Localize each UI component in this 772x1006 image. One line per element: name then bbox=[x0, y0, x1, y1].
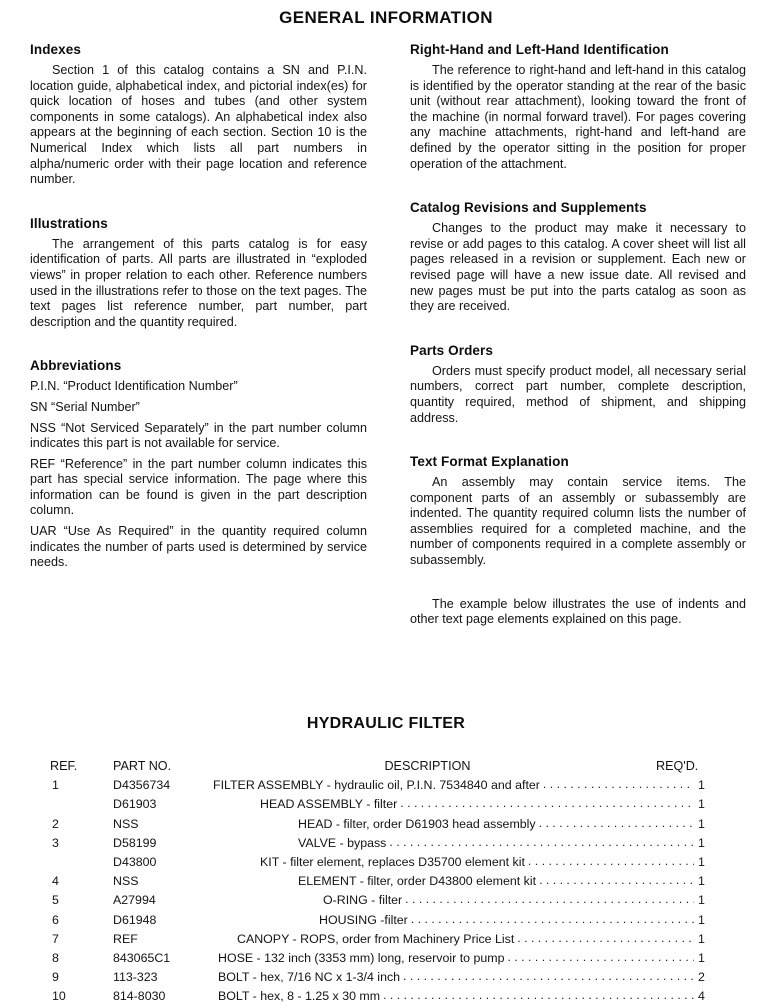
table-row[interactable] bbox=[0, 872, 772, 891]
cell-part-no: D61948 bbox=[113, 912, 157, 927]
cell-description-text: KIT - filter element, replaces D35700 element kit bbox=[260, 854, 525, 869]
cell-description-text: HOSE - 132 inch (3353 mm) long, reservoir to pump bbox=[218, 950, 505, 965]
dot-leader bbox=[543, 776, 694, 794]
cell-qty: 1 bbox=[698, 816, 705, 831]
section-heading-abbreviations: Abbreviations bbox=[30, 358, 122, 374]
cell-ref: 4 bbox=[52, 874, 59, 889]
column-header-ref: REF. bbox=[50, 759, 78, 773]
abbreviation-item-uar: UAR “Use As Required” in the quantity required column indicates the number of parts used is determined by service needs. bbox=[30, 524, 367, 570]
cell-part-no: A27994 bbox=[113, 893, 156, 908]
cell-description bbox=[213, 853, 694, 872]
cell-description bbox=[213, 949, 694, 968]
abbreviation-item-sn: SN “Serial Number” bbox=[30, 399, 140, 414]
section-paragraph-parts-orders: Orders must specify product model, all necessary serial numbers, correct part number, complete description, quantity required, method of shipment, and shipping address. bbox=[410, 363, 746, 425]
cell-description bbox=[213, 987, 694, 1006]
left-column bbox=[30, 42, 367, 576]
cell-description-text: O-RING - filter bbox=[323, 893, 403, 908]
cell-ref: 5 bbox=[52, 893, 59, 908]
cell-part-no: D4356734 bbox=[113, 778, 171, 793]
section-paragraph-catalog-revisions: Changes to the product may make it necessary to revise or add pages to this catalog. A cover sheet will list all pages released in a revision or supplement. Each new or revised page will have a new issue date. All revised and new pages must be put into the parts catalog as soon as they are received. bbox=[410, 221, 746, 314]
cell-qty: 2 bbox=[698, 970, 705, 985]
section-spacer bbox=[410, 186, 746, 200]
column-header-description: DESCRIPTION bbox=[384, 759, 471, 773]
cell-qty: 1 bbox=[698, 893, 705, 908]
cell-ref: 10 bbox=[52, 989, 66, 1004]
cell-part-no: REF bbox=[113, 931, 138, 946]
table-row[interactable] bbox=[0, 891, 772, 910]
cell-part-no: D58199 bbox=[113, 835, 157, 850]
cell-qty: 1 bbox=[698, 778, 705, 793]
section-paragraph-indexes: Section 1 of this catalog contains a SN and P.I.N. location guide, alphabetical index, and pictorial index(es) for quick location of hoses and tubes (and other system components in some catalogs). An alphabetical index also appears at the beginning of each section. Section 10 is the Numerical Index which lists all part numbers in alpha/numeric order with their page location and reference number. bbox=[30, 63, 367, 187]
section-spacer bbox=[30, 202, 367, 216]
dot-leader bbox=[539, 815, 694, 833]
dot-leader bbox=[383, 987, 694, 1005]
cell-ref: 7 bbox=[52, 931, 59, 946]
cell-description bbox=[213, 891, 694, 910]
cell-qty: 1 bbox=[698, 797, 705, 812]
table-row[interactable] bbox=[0, 853, 772, 872]
column-header-part-no: PART NO. bbox=[113, 759, 172, 773]
dot-leader bbox=[389, 834, 694, 852]
section-heading-illustrations: Illustrations bbox=[30, 215, 108, 231]
cell-qty: 1 bbox=[698, 835, 705, 850]
cell-description bbox=[213, 815, 694, 834]
section-heading-parts-orders: Parts Orders bbox=[410, 342, 493, 358]
page-title: GENERAL INFORMATION bbox=[279, 8, 493, 27]
column-header-required: REQ'D. bbox=[656, 759, 699, 773]
table-row[interactable] bbox=[0, 968, 772, 987]
section-heading-catalog-revisions: Catalog Revisions and Supplements bbox=[410, 200, 647, 216]
cell-description bbox=[213, 795, 694, 814]
cell-part-no: 814-8030 bbox=[113, 989, 166, 1004]
table-row[interactable] bbox=[0, 776, 772, 795]
cell-description bbox=[213, 968, 694, 987]
cell-description bbox=[213, 776, 694, 795]
right-column bbox=[410, 42, 746, 642]
section-heading-indexes: Indexes bbox=[30, 42, 81, 57]
table-row[interactable] bbox=[0, 911, 772, 930]
dot-leader bbox=[400, 795, 694, 813]
cell-part-no: NSS bbox=[113, 816, 139, 831]
cell-description-text: VALVE - bypass bbox=[298, 835, 387, 850]
section-spacer bbox=[410, 440, 746, 454]
paragraph-spacer bbox=[410, 583, 746, 597]
parts-table-title: HYDRAULIC FILTER bbox=[306, 715, 466, 732]
cell-qty: 1 bbox=[698, 912, 705, 927]
table-row[interactable] bbox=[0, 949, 772, 968]
abbreviation-list bbox=[30, 379, 367, 571]
cell-description-text: HOUSING -filter bbox=[319, 912, 408, 927]
parts-table-header-row bbox=[0, 757, 772, 776]
section-heading-text-format-explanation: Text Format Explanation bbox=[410, 454, 569, 470]
dot-leader bbox=[403, 968, 694, 986]
cell-qty: 1 bbox=[698, 950, 705, 965]
section-paragraph-rh-lh-identification: The reference to right-hand and left-hand in this catalog is identified by the operator standing at the rear of the basic unit (without rear attachment), looking toward the front of the machine (in normal forward travel). For pages covering any machine attachments, right-hand and left-hand are defined by the operator sitting in the position for proper operation of the attachment. bbox=[410, 63, 746, 171]
dot-leader bbox=[507, 949, 694, 967]
table-row[interactable] bbox=[0, 815, 772, 834]
cell-description bbox=[213, 872, 694, 891]
dot-leader bbox=[528, 853, 694, 871]
cell-qty: 1 bbox=[698, 931, 705, 946]
cell-part-no: 113-323 bbox=[113, 970, 158, 985]
cell-part-no: 843065C1 bbox=[113, 950, 171, 965]
table-row[interactable] bbox=[0, 930, 772, 949]
dot-leader bbox=[405, 891, 694, 909]
cell-qty: 4 bbox=[698, 989, 705, 1004]
section-spacer bbox=[30, 344, 367, 358]
cell-ref: 1 bbox=[52, 778, 59, 793]
section-paragraph-text-format-1: An assembly may contain service items. The component parts of an assembly or subassembly are indented. The quantity required column lists the number of assemblies required for a completed machine, and the number of components required in a complete assembly or subassembly. bbox=[410, 475, 746, 568]
cell-ref: 2 bbox=[52, 816, 59, 831]
table-row[interactable] bbox=[0, 834, 772, 853]
cell-part-no: D43800 bbox=[113, 854, 157, 869]
cell-ref: 3 bbox=[52, 835, 59, 850]
abbreviation-item-ref: REF “Reference” in the part number column indicates this part has special service information. The page where this information can be found is given in the part description column. bbox=[30, 456, 367, 518]
cell-ref: 9 bbox=[52, 970, 59, 985]
cell-description-text: BOLT - hex, 7/16 NC x 1-3/4 inch bbox=[218, 970, 401, 985]
cell-description bbox=[213, 930, 694, 949]
cell-description-text: HEAD - filter, order D61903 head assembly bbox=[298, 816, 536, 831]
dot-leader bbox=[517, 930, 694, 948]
section-spacer bbox=[410, 329, 746, 343]
cell-description bbox=[213, 834, 694, 853]
cell-description-text: FILTER ASSEMBLY - hydraulic oil, P.I.N. 7534840 and after bbox=[213, 778, 540, 793]
cell-ref: 6 bbox=[52, 912, 59, 927]
section-paragraph-text-format-2: The example below illustrates the use of indents and other text page elements explained on this page. bbox=[410, 596, 746, 627]
cell-part-no: NSS bbox=[113, 874, 139, 889]
cell-description-text: CANOPY - ROPS, order from Machinery Price List bbox=[237, 931, 515, 946]
dot-leader bbox=[411, 911, 694, 929]
cell-description-text: HEAD ASSEMBLY - filter bbox=[260, 797, 398, 812]
table-row[interactable] bbox=[0, 987, 772, 1006]
cell-description-text: BOLT - hex, 8 - 1.25 x 30 mm bbox=[218, 989, 381, 1004]
cell-qty: 1 bbox=[698, 854, 705, 869]
abbreviation-item-pin: P.I.N. “Product Identification Number” bbox=[30, 379, 238, 394]
table-row[interactable] bbox=[0, 795, 772, 814]
cell-qty: 1 bbox=[698, 874, 705, 889]
cell-ref: 8 bbox=[52, 950, 59, 965]
section-heading-rh-lh-identification: Right-Hand and Left-Hand Identification bbox=[410, 42, 669, 57]
parts-table bbox=[0, 757, 772, 1006]
cell-description bbox=[213, 911, 694, 930]
section-paragraph-illustrations: The arrangement of this parts catalog is for easy identification of parts. All parts are illustrated in “exploded views” in proper relation to each other. Reference numbers used in the illustrations refer to those on the text pages. The text pages list reference number, part number, part description and the quantity required. bbox=[30, 236, 367, 329]
cell-part-no: D61903 bbox=[113, 797, 157, 812]
abbreviation-item-nss: NSS “Not Serviced Separately” in the part number column indicates this part is not available for service. bbox=[30, 420, 367, 451]
cell-description-text: ELEMENT - filter, order D43800 element kit bbox=[298, 874, 537, 889]
dot-leader bbox=[539, 872, 694, 890]
